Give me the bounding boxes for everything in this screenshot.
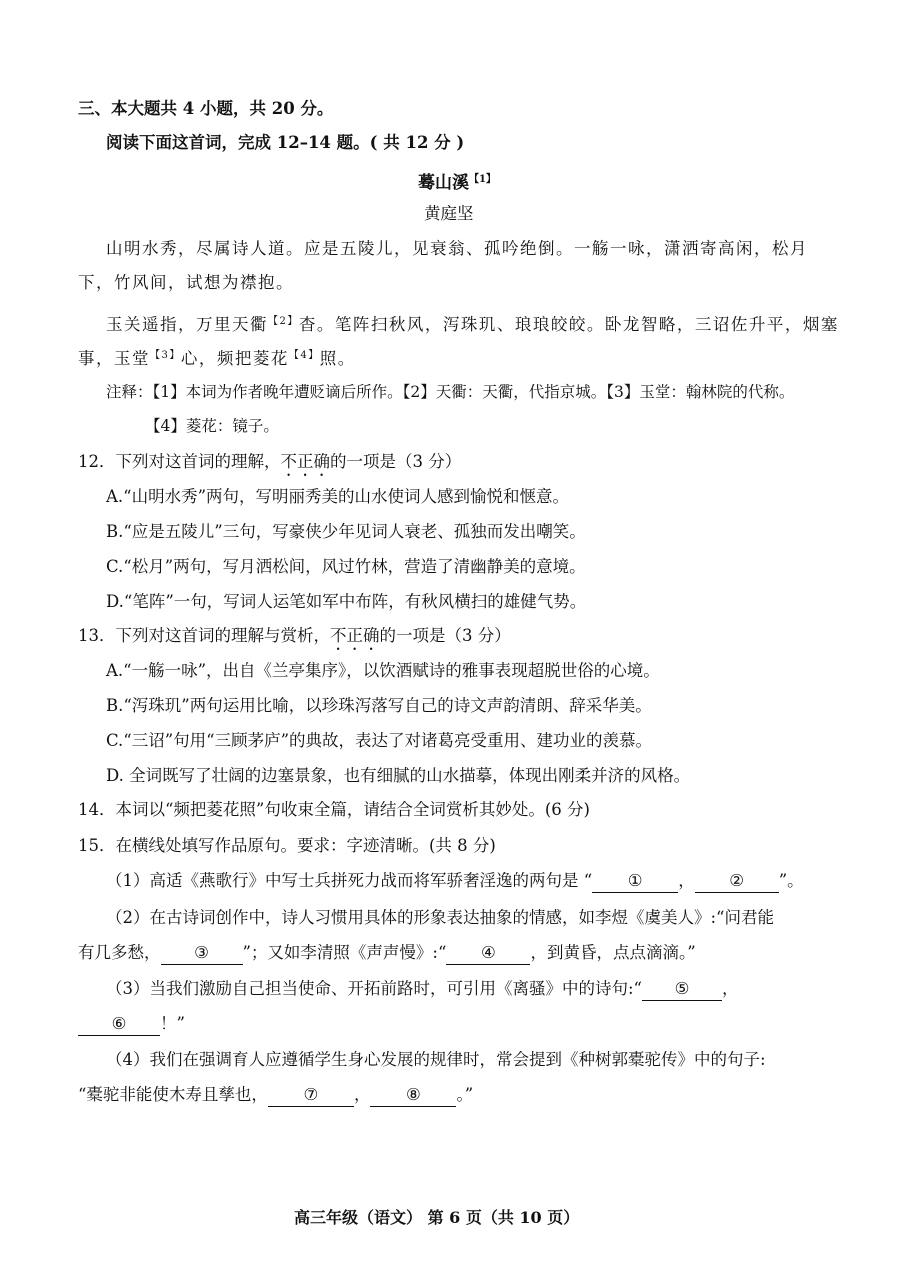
part-text: ， — [722, 979, 739, 998]
part-text: 。” — [456, 1085, 474, 1104]
part-text: ”；又如李清照《声声慢》:“ — [242, 943, 447, 962]
question-12-option-a: A.“山明水秀”两句，写明丽秀美的山水使词人感到愉悦和惬意。 — [106, 487, 570, 506]
question-13-option-b: B.“泻珠玑”两句运用比喻，以珍珠泻落写自己的诗文声韵清朗、辞采华美。 — [106, 696, 652, 715]
emphasis-text: 不正确 — [330, 626, 380, 645]
answer-blank-7[interactable]: ⑦ — [268, 1084, 354, 1107]
question-12-stem — [78, 450, 461, 480]
poem-text: 杳。笔阵扫秋风，泻珠玑、琅琅皎皎。卧龙智略，三诏佐升平，烟塞 — [298, 315, 839, 334]
question-15-part4-line2 — [78, 1083, 473, 1107]
answer-blank-3[interactable]: ③ — [161, 942, 243, 965]
stem-text: 的一项是（3 分） — [379, 626, 511, 645]
question-13-option-d: D. 全词既写了壮阔的边塞景象，也有细腻的山水描摹，体现出刚柔并济的风格。 — [106, 766, 691, 785]
question-15-part2-line1: （2）在古诗词创作中，诗人习惯用具体的形象表达抽象的情感，如李煜《虞美人》:“问君能 — [106, 908, 774, 927]
question-12-option-c: C.“松月”两句，写月洒松间，风过竹林，营造了清幽静美的意境。 — [106, 557, 586, 576]
stem-text: 的一项是（3 分） — [330, 452, 462, 471]
part-text: ， — [678, 871, 695, 890]
stem-text: 13．下列对这首词的理解与赏析， — [78, 626, 330, 645]
question-15-part3-line2 — [78, 1012, 185, 1036]
poem-text: 事，玉堂 — [78, 349, 150, 368]
question-13-option-a: A.“一觞一咏”，出自《兰亭集序》，以饮酒赋诗的雅事表现超脱世俗的心境。 — [106, 661, 660, 680]
poem-notes-line2: 【4】菱花：镜子。 — [145, 417, 279, 435]
emphasis-text: 不正确 — [280, 452, 330, 471]
poem-stanza2-line2 — [78, 344, 356, 371]
poem-stanza1-line2: 下，竹风间，试想为襟抱。 — [78, 273, 294, 292]
question-13-option-c: C.“三诏”句用“三顾茅庐”的典故，表达了对诸葛亮受重用、建功业的羡慕。 — [106, 731, 653, 750]
poem-notes-line1: 注释：【1】本词为作者晚年遭贬谪后所作。【2】天衢：天衢，代指京城。【3】玉堂：翰林院的代称。 — [106, 383, 795, 401]
answer-blank-6[interactable]: ⑥ — [78, 1013, 160, 1036]
part-text: ， — [353, 1085, 371, 1104]
part-text: （3）当我们激励自己担当使命、开拓前路时，可引用《离骚》中的诗句:“ — [106, 979, 642, 998]
part-text: ！” — [160, 1014, 185, 1033]
part-text: “橐驼非能使木寿且孳也， — [78, 1085, 268, 1104]
reading-instruction: 阅读下面这首词，完成 12–14 题。( 共 12 分 ) — [106, 133, 465, 152]
poem-footnote-marker: 【3】 — [150, 350, 181, 361]
poem-title-text: 蓦山溪 — [418, 173, 469, 193]
question-15-part2-line2 — [78, 941, 696, 965]
part-text: （1）高适《燕歌行》中写士兵拼死力战而将军骄奢淫逸的两句是 “ — [106, 871, 593, 890]
question-14-stem: 14．本词以“频把菱花照”句收束全篇，请结合全词赏析其妙处。(6 分) — [78, 800, 590, 819]
question-12-option-b: B.“应是五陵儿”三句，写豪侠少年见词人衰老、孤独而发出嘲笑。 — [106, 522, 586, 541]
poem-footnote-marker: 【4】 — [288, 350, 320, 361]
answer-blank-1[interactable]: ① — [592, 870, 678, 893]
poem-title — [418, 168, 496, 195]
answer-blank-8[interactable]: ⑧ — [370, 1084, 456, 1107]
answer-blank-2[interactable]: ② — [695, 870, 779, 893]
question-15-part1 — [106, 869, 804, 893]
question-12-option-d: D.“笔阵”一句，写词人运笔如军中布阵，有秋风横扫的雄健气势。 — [106, 592, 587, 611]
poem-text: 照。 — [319, 349, 356, 368]
part-text: 有几多愁， — [78, 943, 161, 962]
poem-text: 心，频把菱花 — [180, 349, 289, 368]
page-footer: 高三年级（语文） 第 6 页（共 10 页） — [294, 1208, 580, 1227]
question-15-part3-line1 — [106, 977, 739, 1001]
poem-stanza1-line1: 山明水秀，尽属诗人道。应是五陵儿，见衰翁、孤吟绝倒。一觞一咏，潇洒寄高闲，松月 — [106, 239, 808, 258]
question-15-part4-line1: （4）我们在强调育人应遵循学生身心发展的规律时，常会提到《种树郭橐驼传》中的句子: — [106, 1050, 766, 1069]
question-15-stem: 15．在横线处填写作品原句。要求：字迹清晰。(共 8 分) — [78, 836, 496, 855]
part-text: ，到黄昏，点点滴滴。” — [530, 943, 696, 962]
answer-blank-5[interactable]: ⑤ — [642, 978, 722, 1001]
section-heading: 三、本大题共 4 小题，共 20 分。 — [78, 99, 334, 118]
poem-text: 玉关遥指，万里天衢 — [106, 315, 268, 334]
poem-footnote-marker: 【2】 — [268, 316, 299, 327]
poem-stanza2-line1 — [106, 310, 839, 337]
answer-blank-4[interactable]: ④ — [446, 942, 530, 965]
question-13-stem — [78, 624, 511, 654]
poem-title-note: 【1】 — [469, 174, 496, 185]
part-text: ”。 — [778, 871, 804, 890]
poem-author: 黄庭坚 — [424, 204, 474, 223]
stem-text: 12．下列对这首词的理解， — [78, 452, 281, 471]
